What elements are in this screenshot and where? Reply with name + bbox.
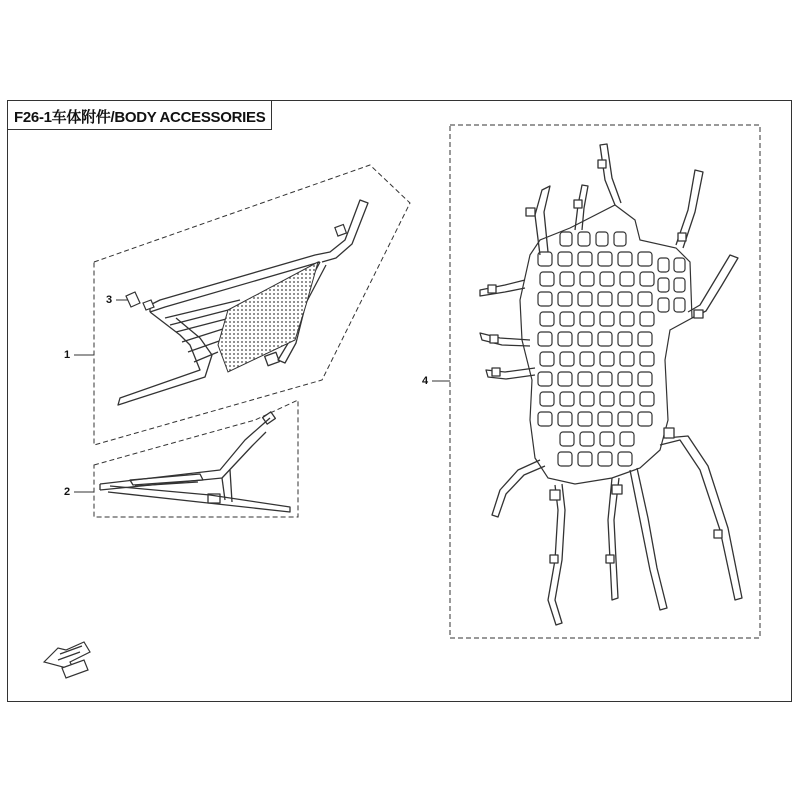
net-cell: [620, 432, 634, 446]
net-cell: [620, 272, 634, 286]
side-net-part-2: [100, 412, 290, 512]
net-cell: [618, 412, 632, 426]
net-cell: [600, 312, 614, 326]
net-cell: [580, 272, 594, 286]
net-cell: [620, 312, 634, 326]
net-cell: [578, 452, 592, 466]
net-cell: [578, 292, 592, 306]
net-cell: [578, 332, 592, 346]
net-cell: [618, 292, 632, 306]
net-cell: [638, 412, 652, 426]
net-cell: [540, 272, 554, 286]
net-cell: [560, 272, 574, 286]
net-cell: [558, 332, 572, 346]
net-cell: [620, 352, 634, 366]
callout-3: 3: [106, 294, 113, 306]
net-cell: [596, 232, 608, 246]
net-cell: [558, 372, 572, 386]
cargo-net-straps: [480, 144, 742, 625]
callout-2: 2: [64, 486, 71, 498]
net-cell: [658, 258, 669, 272]
net-cell: [618, 332, 632, 346]
net-cell: [600, 432, 614, 446]
net-cell: [618, 372, 632, 386]
net-cell: [580, 352, 594, 366]
net-cell: [600, 392, 614, 406]
net-cell: [558, 252, 572, 266]
net-cell: [578, 372, 592, 386]
net-cell: [620, 392, 634, 406]
net-cell: [580, 312, 594, 326]
net-cell: [600, 272, 614, 286]
cargo-net-outline: [520, 205, 692, 484]
net-cell: [638, 292, 652, 306]
net-cell: [560, 432, 574, 446]
net-cell: [560, 312, 574, 326]
net-cell: [598, 372, 612, 386]
net-cell: [598, 332, 612, 346]
net-cell: [538, 332, 552, 346]
net-cell: [538, 292, 552, 306]
net-cell: [538, 372, 552, 386]
net-cell: [580, 392, 594, 406]
net-cell: [640, 352, 654, 366]
net-cell: [558, 292, 572, 306]
net-cell: [640, 272, 654, 286]
part-2-group-outline: [94, 400, 298, 517]
net-cell: [578, 252, 592, 266]
net-cell: [598, 252, 612, 266]
net-cell: [578, 412, 592, 426]
net-cell: [598, 412, 612, 426]
net-cell: [638, 252, 652, 266]
net-cell: [578, 232, 590, 246]
net-cell: [540, 352, 554, 366]
callout-1: 1: [64, 349, 71, 361]
net-cell: [560, 392, 574, 406]
net-cell: [640, 392, 654, 406]
net-cell: [540, 392, 554, 406]
net-cell: [560, 352, 574, 366]
net-cell: [638, 372, 652, 386]
net-cell: [600, 352, 614, 366]
net-cell: [674, 278, 685, 292]
callout-4: 4: [422, 375, 429, 387]
net-cell: [618, 452, 632, 466]
net-cell: [540, 312, 554, 326]
net-cell: [638, 332, 652, 346]
net-cell: [674, 298, 685, 312]
part-4-group-outline: [450, 125, 760, 638]
net-cell: [558, 452, 572, 466]
net-cell: [674, 258, 685, 272]
page-title: F26-1车体附件/BODY ACCESSORIES: [14, 109, 266, 126]
net-cell: [618, 252, 632, 266]
net-cell: [598, 452, 612, 466]
net-cell: [580, 432, 594, 446]
clip-part-3: [126, 292, 154, 310]
net-cell: [560, 232, 572, 246]
buckle-icon: [335, 225, 347, 237]
net-cell: [614, 232, 626, 246]
net-cell: [658, 278, 669, 292]
net-cell: [538, 412, 552, 426]
cargo-net-part-4: [520, 205, 692, 484]
net-cell: [558, 412, 572, 426]
net-cell: [640, 312, 654, 326]
front-arrow-icon: [44, 642, 90, 678]
net-cell: [598, 292, 612, 306]
net-cell: [658, 298, 669, 312]
